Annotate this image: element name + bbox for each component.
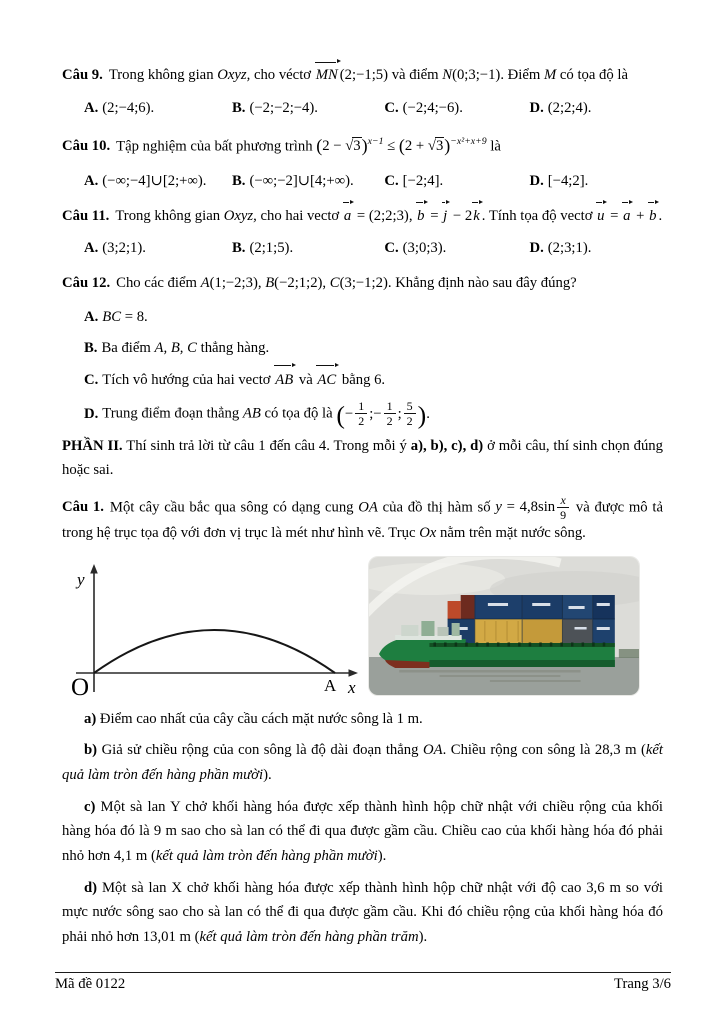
numerator: 5: [404, 399, 416, 414]
q11-option-a: [84, 237, 232, 260]
q9-point-n: N: [442, 67, 453, 83]
question-10-label: Câu 10.: [62, 138, 111, 155]
minus: −: [344, 405, 354, 422]
q9-text-3: và điểm: [388, 67, 443, 83]
equals-sin: = 4,8sin: [501, 499, 556, 516]
denominator: 9: [560, 507, 567, 522]
option-key: D.: [529, 99, 544, 116]
q9-coords-mn: (2;−1;5): [339, 67, 389, 83]
option-key: D.: [529, 240, 544, 257]
far-shore: [619, 649, 639, 658]
sqrt-sign: √: [345, 138, 353, 155]
item-b-oa: OA: [423, 742, 443, 759]
page-footer: [55, 972, 671, 993]
base-2: 2 +: [404, 138, 428, 155]
question-9-label: Câu 9.: [62, 67, 103, 83]
hull-shadow: [429, 660, 614, 667]
segment-ab: AB: [242, 405, 261, 422]
x-axis-arrow: [349, 669, 359, 677]
bridge-curve-graph: [54, 555, 366, 697]
option-key: C.: [384, 99, 399, 116]
option-value: (−2;4;−6).: [402, 99, 463, 116]
question-11-label: Câu 11.: [62, 207, 110, 224]
graph-y-label: y: [77, 569, 85, 589]
paren: (: [336, 400, 345, 430]
q11-vector-a2: a: [622, 205, 632, 229]
part-2-label: PHẦN II.: [62, 438, 123, 455]
q11-oxyz: Oxyz,: [223, 207, 257, 224]
q1-text-3: và được mô tả trong hệ trục tọa độ với đơn vị trục là mét như hình vẽ. Trục: [62, 499, 664, 541]
q9-text-4: . Điểm: [500, 67, 544, 83]
period: .: [426, 405, 430, 422]
q12-text-1: Cho các điểm: [116, 275, 201, 292]
paren: (: [398, 135, 405, 156]
q1-axis-ox: Ox: [419, 524, 437, 541]
q11-vector-a: a: [343, 205, 353, 229]
separator: ;: [397, 405, 402, 422]
numerator: x: [557, 493, 569, 508]
graph-x-label: x: [348, 677, 356, 697]
graph-a-label: A: [324, 675, 337, 695]
part-2-heading: [62, 435, 663, 482]
q10-text-2: là: [486, 138, 501, 155]
q9-option-d: [529, 97, 663, 120]
item-d-text-2: ).: [418, 929, 428, 946]
exam-code: Mã đề 0122: [55, 976, 126, 992]
item-b: [62, 738, 663, 787]
q9-vector-mn: MN: [315, 64, 340, 88]
q11-vector-b: b: [416, 205, 426, 229]
exponent-2: −x²+x+9: [450, 135, 487, 147]
question-12: [62, 272, 663, 296]
item-b-key: b): [84, 742, 98, 759]
option-value: (2;2;4).: [547, 99, 592, 116]
numerator: 1: [355, 399, 367, 414]
option-value: (−2;−2;−4).: [249, 99, 318, 116]
sqrt-sign: √: [427, 138, 435, 155]
item-b-text-2: . Chiều rộng con sông là 28,3 m (: [442, 742, 646, 759]
q11-text-4: =: [426, 207, 443, 224]
part-2-text-2: ở mỗi câu, thí sinh chọn đúng hoặc sai.: [62, 438, 663, 478]
option-key: D.: [84, 405, 99, 422]
question-1-label: Câu 1.: [62, 499, 104, 516]
option-value: (3;0;3).: [402, 240, 447, 257]
denominator: 2: [358, 414, 365, 429]
q9-option-b: [232, 97, 384, 120]
separator: ;: [369, 405, 374, 422]
option-key: B.: [232, 99, 246, 116]
q9-coords-n: (0;3;−1): [452, 67, 501, 83]
q1-text-4: nằm trên mặt nước sông.: [436, 524, 586, 541]
q1-function: [495, 492, 571, 522]
option-key: D.: [529, 172, 544, 189]
item-c-text-2: ).: [377, 848, 387, 865]
q10-inequality: [316, 135, 487, 156]
q12-coords-a: (1;−2;3),: [209, 275, 266, 292]
q1-text-2: của đồ thị hàm số: [377, 499, 496, 516]
midpoint-coords: [336, 399, 430, 430]
part-2-text-1: Thí sinh trả lời từ câu 1 đến câu 4. Trong mỗi ý: [122, 438, 411, 455]
q12-point-b: B: [265, 275, 275, 292]
q11-option-b: [232, 237, 384, 260]
q12-option-d: [62, 399, 663, 428]
q11-text-8: +: [632, 207, 649, 224]
q9-point-m: M: [543, 67, 557, 83]
q9-option-c: [384, 97, 529, 120]
option-key: A.: [84, 172, 99, 189]
question-1: [62, 493, 663, 546]
option-text: và: [295, 371, 317, 388]
option-key: B.: [232, 172, 246, 189]
item-c-note: kết quả làm tròn đến hàng phần mười: [155, 848, 378, 865]
q12-option-a: [62, 305, 663, 329]
q10-text-1: Tập nghiệm của bất phương trình: [116, 138, 317, 155]
q10-options: [62, 170, 663, 193]
item-a-text: Điểm cao nhất của cây cầu cách mặt nước sông là 1 m.: [96, 710, 423, 727]
option-value: (2;1;5).: [249, 240, 294, 257]
q12-coords-c: (3;−1;2): [339, 275, 388, 292]
vector-ab: AB: [274, 368, 295, 392]
option-key: A.: [84, 240, 99, 257]
q11-vector-k: k: [472, 205, 482, 229]
denominator: 2: [406, 414, 413, 429]
fraction: [557, 493, 569, 522]
part-2-abcd: a), b), c), d): [410, 438, 484, 455]
deck-edge: [429, 643, 614, 647]
paren: ): [361, 135, 368, 156]
item-a-key: a): [84, 710, 97, 727]
q12-text-2: . Khẳng định nào sau đây đúng?: [387, 275, 577, 292]
vector-ac: AC: [316, 368, 338, 392]
option-text: thẳng hàng.: [196, 340, 270, 357]
question-11: [62, 205, 663, 229]
option-key: B.: [232, 240, 246, 257]
q11-text-7: =: [606, 207, 623, 224]
q12-option-b: [62, 336, 663, 360]
option-text: bằng 6.: [338, 371, 386, 388]
q11-vector-j: j: [442, 205, 449, 229]
q11-vector-b2: b: [648, 205, 658, 229]
radicand: 3: [435, 138, 444, 155]
option-key: A.: [84, 99, 99, 116]
segment-bc: BC: [102, 308, 122, 325]
item-b-note: kết quả làm tròn đến hàng phần mười: [62, 742, 664, 783]
option-text: Ba điểm: [101, 340, 155, 357]
barge-photo-svg: [369, 557, 639, 695]
item-b-text-3: ).: [263, 767, 272, 783]
points-abc: A, B, C: [154, 340, 197, 357]
option-value: (−∞;−4]∪[2;+∞).: [102, 172, 207, 189]
option-value: [−4;2].: [547, 172, 589, 189]
option-key: C.: [84, 371, 99, 388]
q12-point-c: C: [329, 275, 340, 292]
option-text: = 8.: [121, 308, 148, 325]
fraction: [355, 399, 367, 428]
q11-text-6: . Tính tọa độ vectơ: [481, 207, 597, 224]
denominator: 2: [386, 414, 393, 429]
option-key: A.: [84, 308, 99, 325]
paren: (: [316, 135, 323, 156]
q11-text-9: .: [658, 207, 663, 224]
q11-text-3: = (2;2;3),: [353, 207, 417, 224]
question-9: [62, 64, 663, 88]
q12-point-a: A: [200, 275, 210, 292]
barge-photo: [368, 556, 640, 696]
q9-options: [62, 97, 663, 120]
q9-text-2: cho véctơ: [250, 67, 315, 83]
option-text: Trung điểm đoạn thẳng: [102, 405, 243, 422]
q11-text-5: − 2: [449, 207, 473, 224]
item-b-text-1: Giả sử chiều rộng của con sông là độ dài đoạn thẳng: [97, 742, 423, 759]
option-value: (2;3;1).: [547, 240, 592, 257]
bridge-arc: [94, 630, 335, 673]
var-y: y: [495, 499, 502, 516]
option-key: B.: [84, 340, 98, 357]
fraction: [384, 399, 396, 428]
option-value: (2;−4;6).: [102, 99, 155, 116]
question-10: [62, 132, 663, 161]
item-c-text-1: Một sà lan Y chở khối hàng hóa được xếp thành hình hộp chữ nhật với chiều rộng của khối hàng hóa đó là 9 m sao cho sà lan có thể đi qua được gầm cầu. Chiều cao của khối hàng hóa đó phải nhỏ hơn 4,1 m (: [62, 798, 663, 865]
q11-text-2: cho hai vectơ: [256, 207, 343, 224]
option-value: (−∞;−2]∪[4;+∞).: [249, 172, 354, 189]
item-d-key: d): [84, 879, 98, 896]
item-d: [62, 876, 663, 950]
minus: −: [373, 405, 382, 422]
q11-vector-u: u: [596, 205, 606, 229]
q9-text-1: Trong không gian: [108, 67, 218, 83]
question-12-label: Câu 12.: [62, 275, 111, 292]
q10-option-b: [232, 170, 384, 193]
leq-sign: ≤: [383, 138, 399, 155]
item-a: [62, 707, 663, 732]
paren: ): [417, 400, 427, 430]
q11-options: [62, 237, 663, 260]
item-c-key: c): [84, 798, 96, 815]
exponent-1: x−1: [367, 135, 384, 147]
q9-option-a: [84, 97, 232, 120]
container-stack: [448, 595, 615, 643]
q12-option-c: [62, 368, 663, 392]
item-d-text-1: Một sà lan X chở khối hàng hóa được xếp thành hình hộp chữ nhật với độ cao 3,6 m so với mực nước sông sao cho sà lan có thể đi qua được gầm cầu. Khi đó chiều rộng của khối hàng hóa đó phải nhỏ hơn 13,01 m (: [62, 879, 663, 946]
option-value: (3;2;1).: [102, 240, 146, 257]
option-key: C.: [384, 172, 399, 189]
option-key: C.: [384, 240, 399, 257]
q1-arc-oa: OA: [358, 499, 378, 516]
q12-coords-b: (−2;1;2),: [274, 275, 330, 292]
page-number: Trang 3/6: [614, 976, 671, 992]
numerator: 1: [384, 399, 396, 414]
figure-row: [54, 555, 663, 697]
y-axis-arrow: [90, 564, 98, 574]
fraction: [404, 399, 416, 428]
option-value: [−2;4].: [402, 172, 444, 189]
q9-oxyz: Oxyz,: [217, 67, 251, 83]
q11-option-d: [529, 237, 663, 260]
option-text: có tọa độ là: [260, 405, 337, 422]
paren: ): [444, 135, 451, 156]
q1-text-1: Một cây cầu bắc qua sông có dạng cung: [109, 499, 359, 516]
item-c: [62, 795, 663, 869]
base-1: 2 −: [322, 138, 346, 155]
q9-text-5: có tọa độ là: [556, 67, 629, 83]
q10-option-c: [384, 170, 529, 193]
q11-text-1: Trong không gian: [115, 207, 224, 224]
item-d-note: kết quả làm tròn đến hàng phần trăm: [199, 929, 419, 946]
q11-option-c: [384, 237, 529, 260]
option-text: Tích vô hướng của hai vectơ: [102, 371, 275, 388]
radicand: 3: [353, 138, 361, 155]
q10-option-a: [84, 170, 232, 193]
graph-origin-label: O: [71, 673, 90, 697]
q10-option-d: [529, 170, 663, 193]
page-content: [62, 64, 663, 957]
